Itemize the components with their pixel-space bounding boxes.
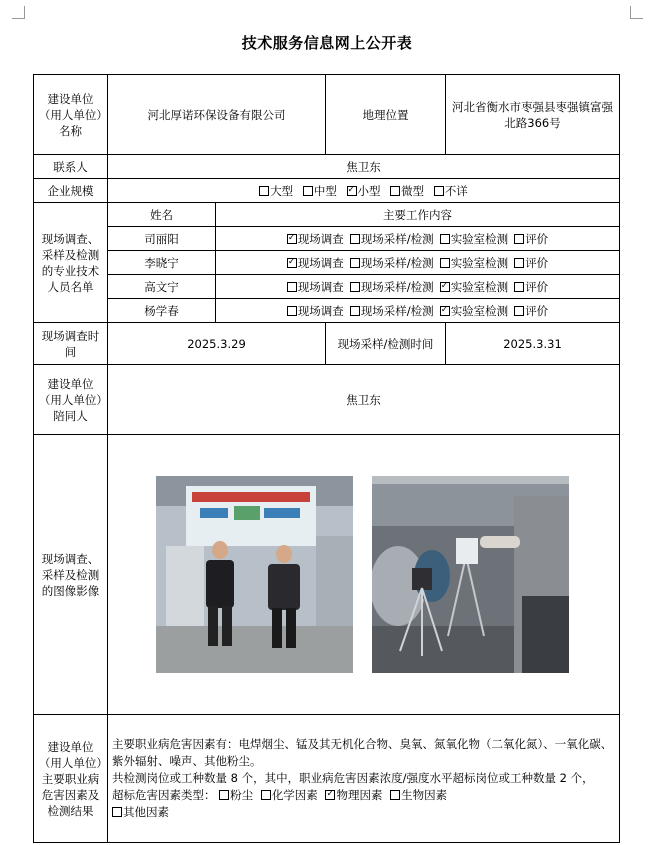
staff-row <box>34 251 620 275</box>
scale-option[interactable] <box>390 184 424 198</box>
work-option[interactable] <box>350 232 434 246</box>
scale-checkbox-1[interactable] <box>303 186 313 196</box>
work-checkbox[interactable] <box>350 258 360 268</box>
scale-option-label: 不详 <box>444 183 468 198</box>
work-option[interactable] <box>514 232 548 246</box>
scale-option-label: 微型 <box>401 183 425 198</box>
unit-label: 建设单位（用人单位）名称 <box>34 75 108 155</box>
dates-row <box>34 323 620 365</box>
work-option[interactable] <box>350 304 434 318</box>
work-option[interactable] <box>440 256 509 270</box>
work-option[interactable] <box>514 256 548 270</box>
location-label: 地理位置 <box>326 75 446 155</box>
work-option-label: 现场调查 <box>297 255 344 270</box>
work-option-label: 评价 <box>525 279 549 294</box>
staff-row <box>34 275 620 299</box>
staff-label: 现场调查、采样及检测的专业技术人员名单 <box>34 203 108 323</box>
work-option-label: 实验室检测 <box>450 255 509 270</box>
work-option-label: 评价 <box>525 303 549 318</box>
work-option[interactable] <box>350 280 434 294</box>
work-checkbox[interactable] <box>350 234 360 244</box>
work-option-label: 评价 <box>525 231 549 246</box>
scale-option[interactable] <box>347 184 381 198</box>
escort-value: 焦卫东 <box>108 365 620 435</box>
hazard-option-label: 化学因素 <box>271 788 318 802</box>
site-photo-sampling <box>372 476 569 673</box>
staff-col-name: 姓名 <box>108 203 216 227</box>
staff-header-row <box>34 203 620 227</box>
scale-checkbox-0[interactable] <box>259 186 269 196</box>
hazard-option-label: 物理因素 <box>336 788 383 802</box>
staff-work <box>216 299 620 323</box>
staff-work <box>216 275 620 299</box>
scale-option-label: 大型 <box>270 183 294 198</box>
hazard-checkbox-0[interactable] <box>219 790 229 800</box>
contact-label: 联系人 <box>34 155 108 179</box>
scale-row <box>34 179 620 203</box>
scale-checkbox-3[interactable] <box>390 186 400 196</box>
scale-options <box>108 179 620 203</box>
hazard-checkbox-3[interactable] <box>390 790 400 800</box>
work-option[interactable] <box>287 232 344 246</box>
images-cell <box>108 435 620 715</box>
staff-name: 李晓宁 <box>108 251 216 275</box>
hazard-option[interactable] <box>325 788 382 802</box>
results-line-3 <box>112 787 615 804</box>
hazard-option[interactable] <box>390 788 447 802</box>
work-option[interactable] <box>287 304 344 318</box>
sampling-time-value: 2025.3.31 <box>446 323 620 365</box>
work-checkbox[interactable] <box>287 258 297 268</box>
work-checkbox[interactable] <box>287 234 297 244</box>
contact-value: 焦卫东 <box>108 155 620 179</box>
hazard-option[interactable] <box>219 788 253 802</box>
work-option[interactable] <box>287 256 344 270</box>
scale-checkbox-2[interactable] <box>347 186 357 196</box>
page-corner-mark <box>12 6 25 19</box>
sampling-time-label: 现场采样/检测时间 <box>326 323 446 365</box>
results-line-1: 主要职业病危害因素有：电焊烟尘、锰及其无机化合物、臭氧、氮氧化物（二氧化氮）、一氧化碳、紫外辐射、噪声、其他粉尘。 <box>112 737 613 768</box>
work-checkbox[interactable] <box>514 258 524 268</box>
hazard-option[interactable] <box>261 788 318 802</box>
contact-row <box>34 155 620 179</box>
work-option-label: 现场调查 <box>297 303 344 318</box>
work-option-label: 评价 <box>525 255 549 270</box>
work-checkbox[interactable] <box>514 234 524 244</box>
staff-col-work: 主要工作内容 <box>216 203 620 227</box>
staff-row <box>34 227 620 251</box>
scale-option[interactable] <box>303 184 337 198</box>
work-checkbox[interactable] <box>440 234 450 244</box>
staff-name: 高文宁 <box>108 275 216 299</box>
staff-row <box>34 299 620 323</box>
work-option-label: 现场采样/检测 <box>360 303 434 318</box>
work-option[interactable] <box>514 280 548 294</box>
scale-option-label: 小型 <box>357 183 381 198</box>
survey-time-label: 现场调查时间 <box>34 323 108 365</box>
hazard-option-label: 其他因素 <box>123 805 169 819</box>
work-option-label: 实验室检测 <box>450 279 509 294</box>
work-option[interactable] <box>440 280 509 294</box>
info-table <box>33 74 620 843</box>
work-checkbox[interactable] <box>440 306 450 316</box>
hazard-checkbox-1[interactable] <box>261 790 271 800</box>
work-option[interactable] <box>514 304 548 318</box>
results-row <box>34 715 620 843</box>
work-option-label: 实验室检测 <box>450 303 509 318</box>
hazard-option[interactable] <box>112 805 169 819</box>
unit-row <box>34 75 620 155</box>
scale-checkbox-4[interactable] <box>434 186 444 196</box>
scale-option[interactable] <box>259 184 293 198</box>
work-option-label: 实验室检测 <box>450 231 509 246</box>
work-checkbox[interactable] <box>287 306 297 316</box>
scale-label: 企业规模 <box>34 179 108 203</box>
work-checkbox[interactable] <box>287 282 297 292</box>
location-value: 河北省衡水市枣强县枣强镇富强北路366号 <box>446 75 620 155</box>
results-content <box>108 715 620 843</box>
staff-work <box>216 227 620 251</box>
hazard-checkbox-2[interactable] <box>325 790 335 800</box>
photo-area <box>108 436 619 714</box>
work-option-label: 现场采样/检测 <box>360 255 434 270</box>
results-line-2: 共检测岗位或工种数量 8 个，其中，职业病危害因素浓度/强度水平超标岗位或工种数量 2 个， <box>112 771 594 785</box>
escort-row <box>34 365 620 435</box>
work-checkbox[interactable] <box>350 282 360 292</box>
hazard-option-label: 粉尘 <box>230 788 254 802</box>
staff-name: 杨学春 <box>108 299 216 323</box>
work-checkbox[interactable] <box>440 258 450 268</box>
page-title: 技术服务信息网上公开表 <box>241 34 413 52</box>
work-option[interactable] <box>440 304 509 318</box>
escort-label: 建设单位（用人单位）陪同人 <box>34 365 108 435</box>
results-label: 建设单位（用人单位）主要职业病危害因素及检测结果 <box>34 715 108 843</box>
unit-value: 河北厚诺环保设备有限公司 <box>108 75 326 155</box>
page-corner-mark <box>630 6 643 19</box>
work-option[interactable] <box>440 232 509 246</box>
photo-staff-image <box>156 476 353 673</box>
survey-time-value: 2025.3.29 <box>108 323 326 365</box>
work-checkbox[interactable] <box>440 282 450 292</box>
images-row <box>34 435 620 715</box>
work-option[interactable] <box>350 256 434 270</box>
work-option-label: 现场采样/检测 <box>360 231 434 246</box>
work-option-label: 现场采样/检测 <box>360 279 434 294</box>
hazard-checkbox-4[interactable] <box>112 807 122 817</box>
site-photo-staff <box>156 476 353 673</box>
images-label: 现场调查、采样及检测的图像影像 <box>34 435 108 715</box>
results-line-4 <box>112 804 615 821</box>
work-checkbox[interactable] <box>514 282 524 292</box>
scale-option-label: 中型 <box>313 183 337 198</box>
staff-name: 司丽阳 <box>108 227 216 251</box>
hazard-option-label: 生物因素 <box>401 788 448 802</box>
scale-option[interactable] <box>434 184 468 198</box>
work-option-label: 现场调查 <box>297 231 344 246</box>
hazard-type-prefix: 超标危害因素类型： <box>112 788 216 802</box>
work-option-label: 现场调查 <box>297 279 344 294</box>
work-option[interactable] <box>287 280 344 294</box>
photo-sampling-image <box>372 476 569 673</box>
work-checkbox[interactable] <box>514 306 524 316</box>
work-checkbox[interactable] <box>350 306 360 316</box>
staff-work <box>216 251 620 275</box>
